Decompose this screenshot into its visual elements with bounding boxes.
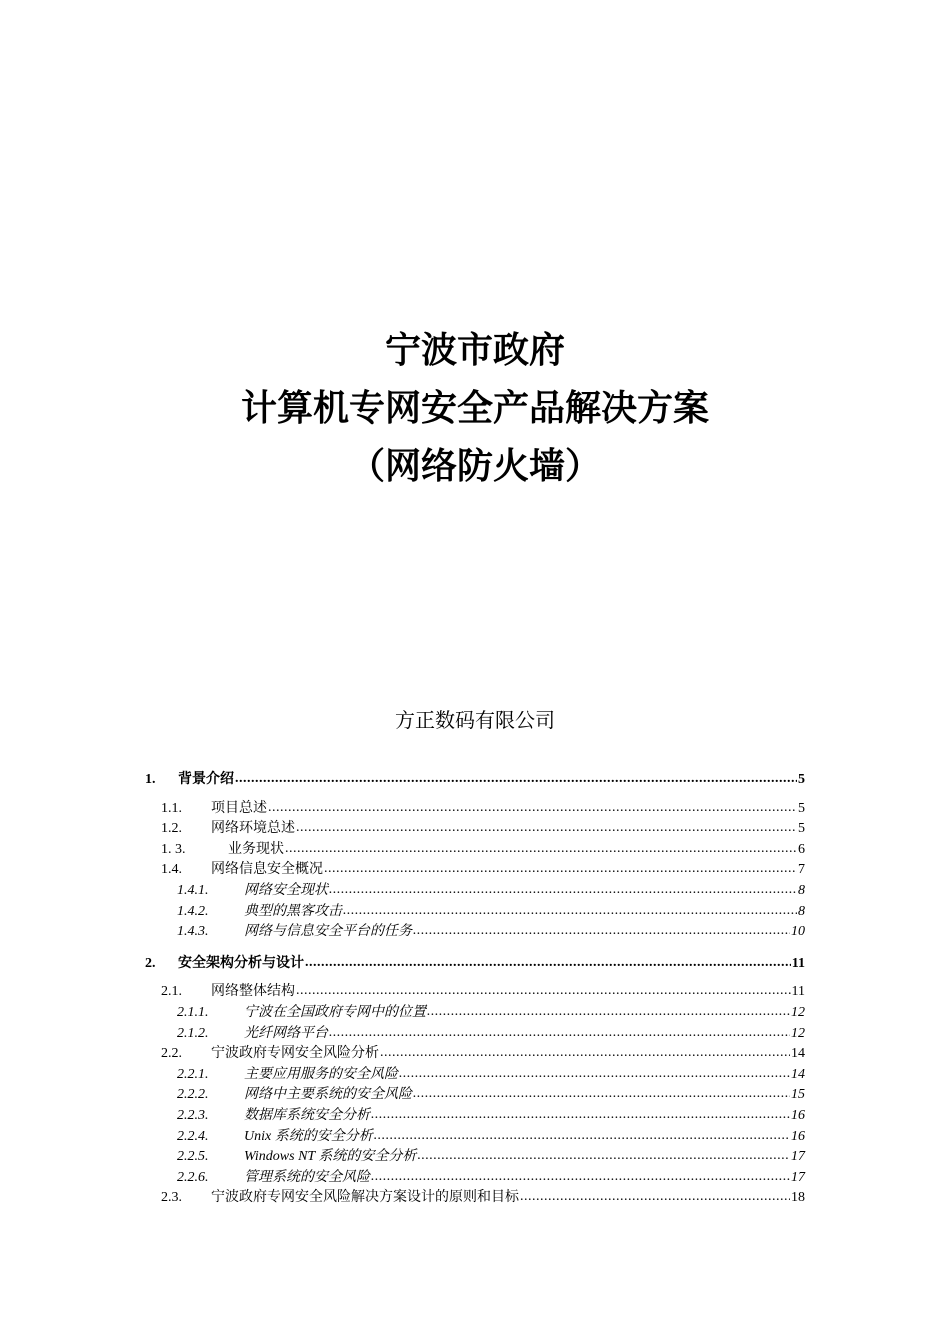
- toc-leader-dots: [305, 953, 791, 974]
- toc-entry[interactable]: [0, 1147, 805, 1168]
- toc-leader-dots: [520, 1187, 790, 1208]
- toc-leader-dots: [296, 818, 797, 839]
- toc-leader-dots: [374, 1126, 790, 1147]
- toc-leader-dots: [413, 921, 790, 942]
- toc-leader-dots: [268, 798, 797, 819]
- toc-page-number: 11: [791, 955, 805, 971]
- toc-entry[interactable]: [0, 860, 805, 881]
- toc-page-number: 12: [791, 1025, 805, 1041]
- table-of-contents: [0, 770, 950, 1209]
- toc-title: 网络环境总述: [211, 821, 295, 837]
- toc-page-number: 14: [791, 1046, 805, 1062]
- toc-title: 业务现状: [228, 841, 284, 857]
- document-title: [0, 322, 950, 496]
- toc-number: 1.4.3.: [177, 924, 209, 940]
- toc-leader-dots: [371, 1105, 790, 1126]
- toc-title: 数据库系统安全分析: [244, 1107, 370, 1123]
- toc-leader-dots: [399, 1064, 790, 1085]
- toc-title: 宁波政府专网安全风险分析: [211, 1046, 379, 1062]
- toc-number: 1.4.2.: [177, 903, 209, 919]
- toc-number: 1.: [145, 772, 156, 787]
- title-line-3: （网络防火墙）: [348, 446, 601, 487]
- toc-title: 网络安全现状: [244, 882, 328, 898]
- toc-title: 项目总述: [211, 800, 267, 816]
- toc-number: 1.2.: [161, 821, 182, 837]
- toc-number: 2.2.3.: [177, 1107, 209, 1123]
- toc-page-number: 8: [798, 882, 805, 898]
- toc-entry[interactable]: [0, 819, 805, 840]
- toc-number: 2.2.2.: [177, 1087, 209, 1103]
- toc-title: 网络中主要系统的安全风险: [244, 1087, 412, 1103]
- toc-page-number: 12: [791, 1004, 805, 1020]
- toc-page-number: 15: [791, 1087, 805, 1103]
- toc-title: 安全架构分析与设计: [178, 955, 304, 971]
- toc-title: 宁波政府专网安全风险解决方案设计的原则和目标: [211, 1190, 519, 1206]
- toc-title: 网络信息安全概况: [211, 862, 323, 878]
- toc-leader-dots: [235, 769, 797, 790]
- toc-entry[interactable]: [0, 1127, 805, 1148]
- toc-page-number: 10: [791, 924, 805, 940]
- toc-page-number: 5: [798, 800, 805, 816]
- toc-leader-dots: [413, 1084, 790, 1105]
- toc-entry[interactable]: [0, 840, 805, 861]
- toc-number: 1.4.1.: [177, 882, 209, 898]
- toc-entry[interactable]: [0, 881, 805, 902]
- toc-number: 1.4.: [161, 862, 182, 878]
- toc-page-number: 7: [798, 862, 805, 878]
- toc-number: 2.1.1.: [177, 1004, 209, 1020]
- toc-title: Unix 系统的安全分析: [244, 1128, 373, 1144]
- toc-entry[interactable]: [0, 1168, 805, 1189]
- toc-title: Windows NT 系统的安全分析: [244, 1149, 417, 1165]
- toc-leader-dots: [371, 1167, 790, 1188]
- toc-entry[interactable]: [0, 1024, 805, 1045]
- toc-title: 管理系统的安全风险: [244, 1169, 370, 1185]
- toc-number: 2.3.: [161, 1190, 182, 1206]
- toc-page-number: 17: [791, 1149, 805, 1165]
- toc-number: 2.2.5.: [177, 1149, 209, 1165]
- toc-page-number: 17: [791, 1169, 805, 1185]
- toc-page-number: 5: [798, 772, 805, 787]
- toc-title: 光纤网络平台: [244, 1025, 328, 1041]
- toc-page-number: 11: [791, 984, 805, 1000]
- toc-title: 网络与信息安全平台的任务: [244, 924, 412, 940]
- toc-number: 1.1.: [161, 800, 182, 816]
- toc-number: 1. 3.: [161, 841, 186, 857]
- toc-leader-dots: [427, 1002, 790, 1023]
- company-name: 方正数码有限公司: [395, 708, 555, 732]
- toc-page-number: 6: [798, 841, 805, 857]
- toc-page-number: 18: [791, 1190, 805, 1206]
- toc-title: 网络整体结构: [211, 984, 295, 1000]
- toc-entry[interactable]: [0, 1003, 805, 1024]
- toc-page-number: 16: [791, 1107, 805, 1123]
- toc-title: 背景介绍: [178, 772, 234, 787]
- toc-leader-dots: [343, 901, 797, 922]
- toc-leader-dots: [324, 859, 797, 880]
- toc-page-number: 16: [791, 1128, 805, 1144]
- title-line-1: 宁波市政府: [384, 330, 565, 371]
- toc-title: 宁波在全国政府专网中的位置: [244, 1004, 426, 1020]
- toc-number: 2.1.2.: [177, 1025, 209, 1041]
- toc-leader-dots: [285, 839, 797, 860]
- toc-number: 2.2.1.: [177, 1066, 209, 1082]
- title-line-2: 计算机专网安全产品解决方案: [240, 388, 709, 429]
- toc-entry[interactable]: [0, 954, 805, 975]
- toc-entry[interactable]: [0, 1106, 805, 1127]
- toc-leader-dots: [329, 1023, 790, 1044]
- toc-title: 主要应用服务的安全风险: [244, 1066, 398, 1082]
- toc-entry[interactable]: [0, 1085, 805, 1106]
- toc-leader-dots: [296, 981, 791, 1002]
- toc-number: 2.2.: [161, 1046, 182, 1062]
- toc-title: 典型的黑客攻击: [244, 903, 342, 919]
- toc-page-number: 14: [791, 1066, 805, 1082]
- toc-entry[interactable]: [0, 799, 805, 820]
- toc-entry[interactable]: [0, 1044, 805, 1065]
- toc-entry[interactable]: [0, 1065, 805, 1086]
- toc-leader-dots: [380, 1043, 790, 1064]
- toc-entry[interactable]: [0, 902, 805, 923]
- toc-number: 2.2.6.: [177, 1169, 209, 1185]
- toc-page-number: 8: [798, 903, 805, 919]
- toc-entry[interactable]: [0, 1188, 805, 1209]
- toc-page-number: 5: [798, 821, 805, 837]
- toc-entry[interactable]: [0, 982, 805, 1003]
- toc-number: 2.1.: [161, 984, 182, 1000]
- toc-entry[interactable]: [0, 770, 805, 791]
- toc-leader-dots: [417, 1146, 790, 1167]
- toc-leader-dots: [329, 880, 797, 901]
- toc-number: 2.: [145, 955, 156, 971]
- toc-number: 2.2.4.: [177, 1128, 209, 1144]
- toc-entry[interactable]: [0, 922, 805, 943]
